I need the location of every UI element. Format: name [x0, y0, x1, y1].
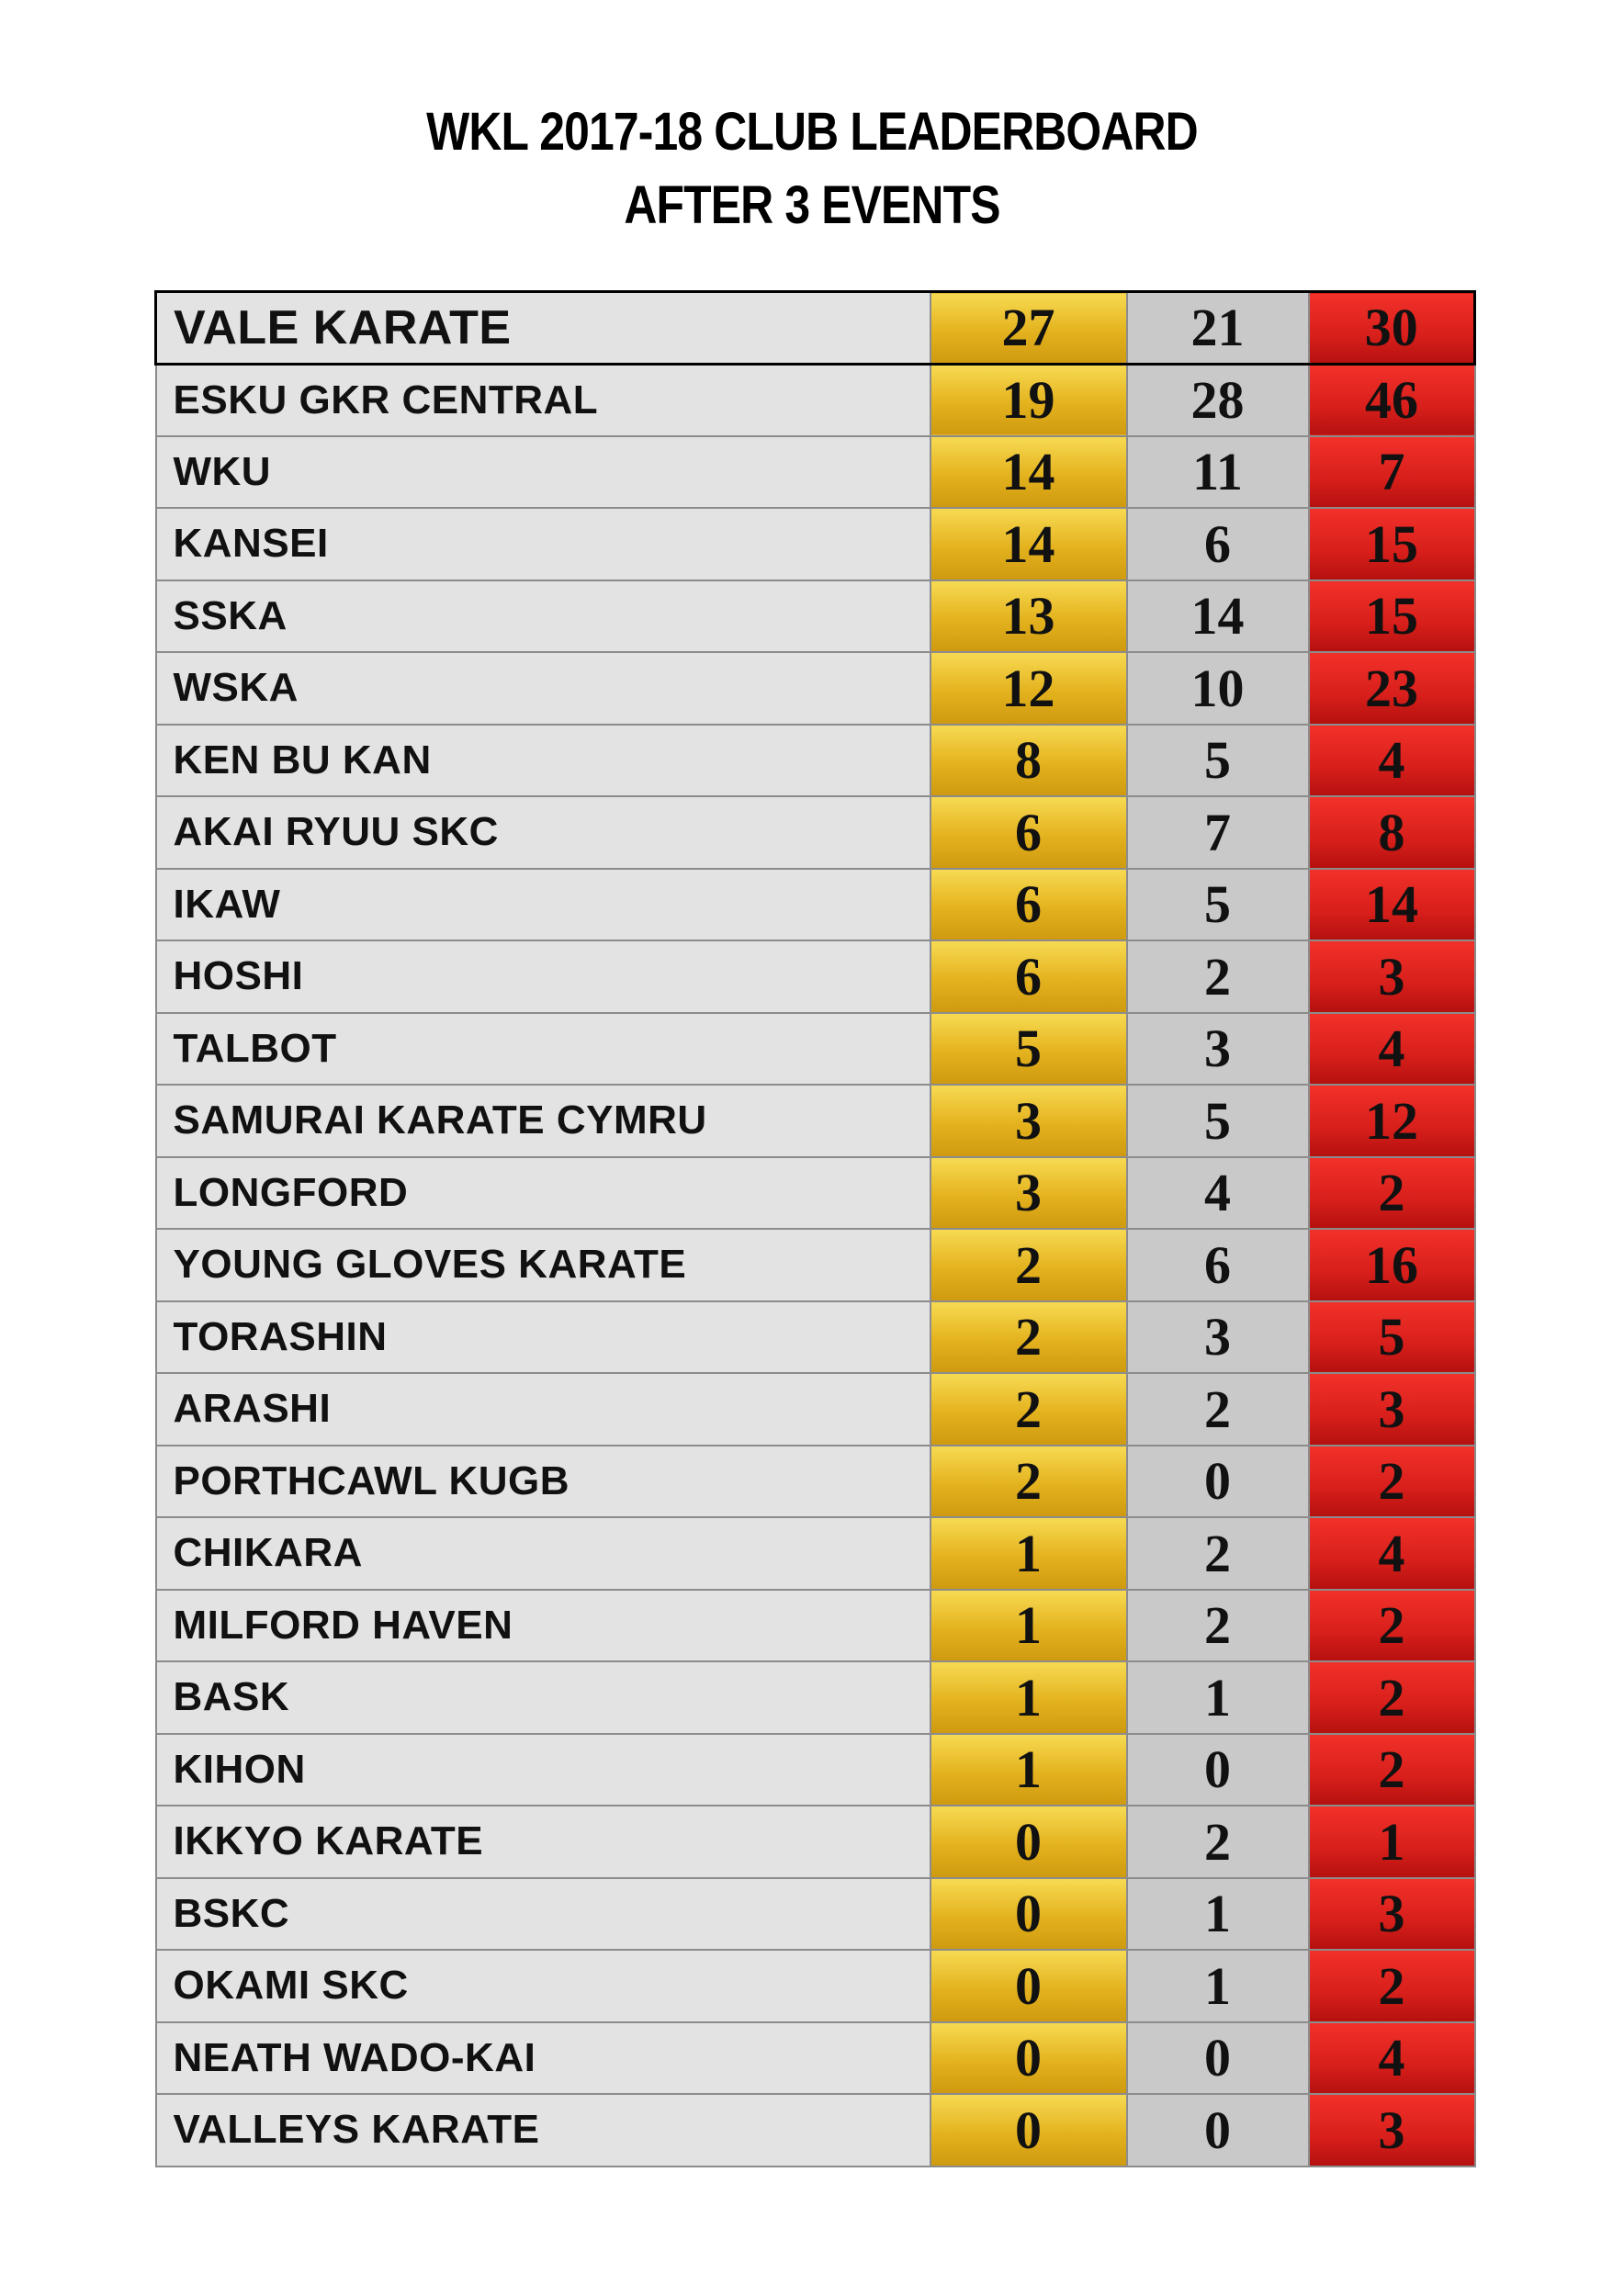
- bronze-count-cell: 5: [1309, 1301, 1475, 1374]
- club-name-cell: SAMURAI KARATE CYMRU: [156, 1085, 930, 1157]
- table-row: [156, 1517, 1475, 1590]
- club-name-cell: MILFORD HAVEN: [156, 1590, 930, 1662]
- silver-count-cell: 0: [1127, 2022, 1309, 2095]
- silver-count-cell: 14: [1127, 580, 1309, 653]
- gold-count-cell: 0: [930, 2022, 1127, 2095]
- club-name-cell: WKU: [156, 436, 930, 509]
- bronze-count-cell: 46: [1309, 364, 1475, 436]
- table-row: [156, 1301, 1475, 1374]
- gold-count-cell: 1: [930, 1661, 1127, 1734]
- table-row: [156, 1446, 1475, 1518]
- gold-count-cell: 19: [930, 364, 1127, 436]
- bronze-count-cell: 1: [1309, 1806, 1475, 1878]
- silver-count-cell: 5: [1127, 725, 1309, 797]
- gold-count-cell: 2: [930, 1446, 1127, 1518]
- club-name-cell: KANSEI: [156, 508, 930, 580]
- table-row: [156, 652, 1475, 725]
- table-row: [156, 1157, 1475, 1230]
- bronze-count-cell: 4: [1309, 1013, 1475, 1086]
- club-name-cell: KEN BU KAN: [156, 725, 930, 797]
- club-name-cell: YOUNG GLOVES KARATE: [156, 1229, 930, 1301]
- bronze-count-cell: 15: [1309, 508, 1475, 580]
- gold-count-cell: 1: [930, 1517, 1127, 1590]
- silver-count-cell: 1: [1127, 1950, 1309, 2022]
- silver-count-cell: 5: [1127, 869, 1309, 941]
- gold-count-cell: 0: [930, 1950, 1127, 2022]
- table-row: [156, 725, 1475, 797]
- silver-count-cell: 28: [1127, 364, 1309, 436]
- club-name-cell: OKAMI SKC: [156, 1950, 930, 2022]
- club-name-cell: HOSHI: [156, 940, 930, 1013]
- table-row: [156, 796, 1475, 869]
- club-name-cell: ARASHI: [156, 1373, 930, 1446]
- gold-count-cell: 2: [930, 1229, 1127, 1301]
- gold-count-cell: 14: [930, 508, 1127, 580]
- table-row: [156, 1085, 1475, 1157]
- page-title: WKL 2017-18 CLUB LEADERBOARD: [426, 102, 1198, 162]
- silver-count-cell: 0: [1127, 1734, 1309, 1806]
- silver-count-cell: 3: [1127, 1013, 1309, 1086]
- bronze-count-cell: 3: [1309, 1373, 1475, 1446]
- silver-count-cell: 21: [1127, 292, 1309, 365]
- club-name-cell: ESKU GKR CENTRAL: [156, 364, 930, 436]
- table-row: [156, 1013, 1475, 1086]
- bronze-count-cell: 15: [1309, 580, 1475, 653]
- bronze-count-cell: 4: [1309, 725, 1475, 797]
- bronze-count-cell: 12: [1309, 1085, 1475, 1157]
- page-subtitle: AFTER 3 EVENTS: [624, 175, 1000, 235]
- gold-count-cell: 14: [930, 436, 1127, 509]
- club-name-cell: AKAI RYUU SKC: [156, 796, 930, 869]
- table-row: [156, 1734, 1475, 1806]
- club-name-cell: SSKA: [156, 580, 930, 653]
- bronze-count-cell: 2: [1309, 1157, 1475, 1230]
- bronze-count-cell: 2: [1309, 1734, 1475, 1806]
- gold-count-cell: 1: [930, 1590, 1127, 1662]
- club-name-cell: CHIKARA: [156, 1517, 930, 1590]
- leaderboard-table: [154, 290, 1476, 2167]
- silver-count-cell: 2: [1127, 1373, 1309, 1446]
- bronze-count-cell: 3: [1309, 1878, 1475, 1951]
- silver-count-cell: 2: [1127, 940, 1309, 1013]
- silver-count-cell: 2: [1127, 1517, 1309, 1590]
- club-name-cell: LONGFORD: [156, 1157, 930, 1230]
- club-name-cell: BASK: [156, 1661, 930, 1734]
- silver-count-cell: 7: [1127, 796, 1309, 869]
- gold-count-cell: 0: [930, 1806, 1127, 1878]
- silver-count-cell: 0: [1127, 1446, 1309, 1518]
- bronze-count-cell: 23: [1309, 652, 1475, 725]
- table-row: [156, 1878, 1475, 1951]
- gold-count-cell: 12: [930, 652, 1127, 725]
- table-row: [156, 2022, 1475, 2095]
- gold-count-cell: 3: [930, 1157, 1127, 1230]
- gold-count-cell: 6: [930, 940, 1127, 1013]
- gold-count-cell: 13: [930, 580, 1127, 653]
- club-name-cell: BSKC: [156, 1878, 930, 1951]
- bronze-count-cell: 3: [1309, 2094, 1475, 2167]
- club-name-cell: VALLEYS KARATE: [156, 2094, 930, 2167]
- silver-count-cell: 0: [1127, 2094, 1309, 2167]
- silver-count-cell: 11: [1127, 436, 1309, 509]
- silver-count-cell: 5: [1127, 1085, 1309, 1157]
- bronze-count-cell: 16: [1309, 1229, 1475, 1301]
- bronze-count-cell: 8: [1309, 796, 1475, 869]
- silver-count-cell: 1: [1127, 1661, 1309, 1734]
- club-name-cell: WSKA: [156, 652, 930, 725]
- table-row: [156, 580, 1475, 653]
- table-row: [156, 292, 1475, 365]
- table-row: [156, 1373, 1475, 1446]
- club-name-cell: NEATH WADO-KAI: [156, 2022, 930, 2095]
- gold-count-cell: 3: [930, 1085, 1127, 1157]
- bronze-count-cell: 30: [1309, 292, 1475, 365]
- club-name-cell: TALBOT: [156, 1013, 930, 1086]
- table-row: [156, 364, 1475, 436]
- gold-count-cell: 1: [930, 1734, 1127, 1806]
- club-name-cell: IKAW: [156, 869, 930, 941]
- club-name-cell: IKKYO KARATE: [156, 1806, 930, 1878]
- bronze-count-cell: 3: [1309, 940, 1475, 1013]
- leaderboard-body: [156, 292, 1475, 2167]
- bronze-count-cell: 4: [1309, 2022, 1475, 2095]
- silver-count-cell: 2: [1127, 1590, 1309, 1662]
- table-row: [156, 1806, 1475, 1878]
- bronze-count-cell: 2: [1309, 1446, 1475, 1518]
- gold-count-cell: 5: [930, 1013, 1127, 1086]
- gold-count-cell: 8: [930, 725, 1127, 797]
- silver-count-cell: 6: [1127, 1229, 1309, 1301]
- gold-count-cell: 2: [930, 1301, 1127, 1374]
- club-name-cell: KIHON: [156, 1734, 930, 1806]
- table-row: [156, 1950, 1475, 2022]
- silver-count-cell: 10: [1127, 652, 1309, 725]
- table-row: [156, 1661, 1475, 1734]
- club-name-cell: TORASHIN: [156, 1301, 930, 1374]
- table-row: [156, 436, 1475, 509]
- bronze-count-cell: 7: [1309, 436, 1475, 509]
- gold-count-cell: 6: [930, 796, 1127, 869]
- bronze-count-cell: 2: [1309, 1661, 1475, 1734]
- silver-count-cell: 6: [1127, 508, 1309, 580]
- bronze-count-cell: 2: [1309, 1590, 1475, 1662]
- gold-count-cell: 0: [930, 2094, 1127, 2167]
- bronze-count-cell: 4: [1309, 1517, 1475, 1590]
- table-row: [156, 1590, 1475, 1662]
- table-row: [156, 1229, 1475, 1301]
- gold-count-cell: 0: [930, 1878, 1127, 1951]
- silver-count-cell: 1: [1127, 1878, 1309, 1951]
- table-row: [156, 869, 1475, 941]
- gold-count-cell: 27: [930, 292, 1127, 365]
- table-row: [156, 2094, 1475, 2167]
- silver-count-cell: 3: [1127, 1301, 1309, 1374]
- club-name-cell: VALE KARATE: [156, 292, 930, 365]
- table-row: [156, 508, 1475, 580]
- gold-count-cell: 6: [930, 869, 1127, 941]
- gold-count-cell: 2: [930, 1373, 1127, 1446]
- silver-count-cell: 4: [1127, 1157, 1309, 1230]
- table-row: [156, 940, 1475, 1013]
- bronze-count-cell: 2: [1309, 1950, 1475, 2022]
- bronze-count-cell: 14: [1309, 869, 1475, 941]
- club-name-cell: PORTHCAWL KUGB: [156, 1446, 930, 1518]
- silver-count-cell: 2: [1127, 1806, 1309, 1878]
